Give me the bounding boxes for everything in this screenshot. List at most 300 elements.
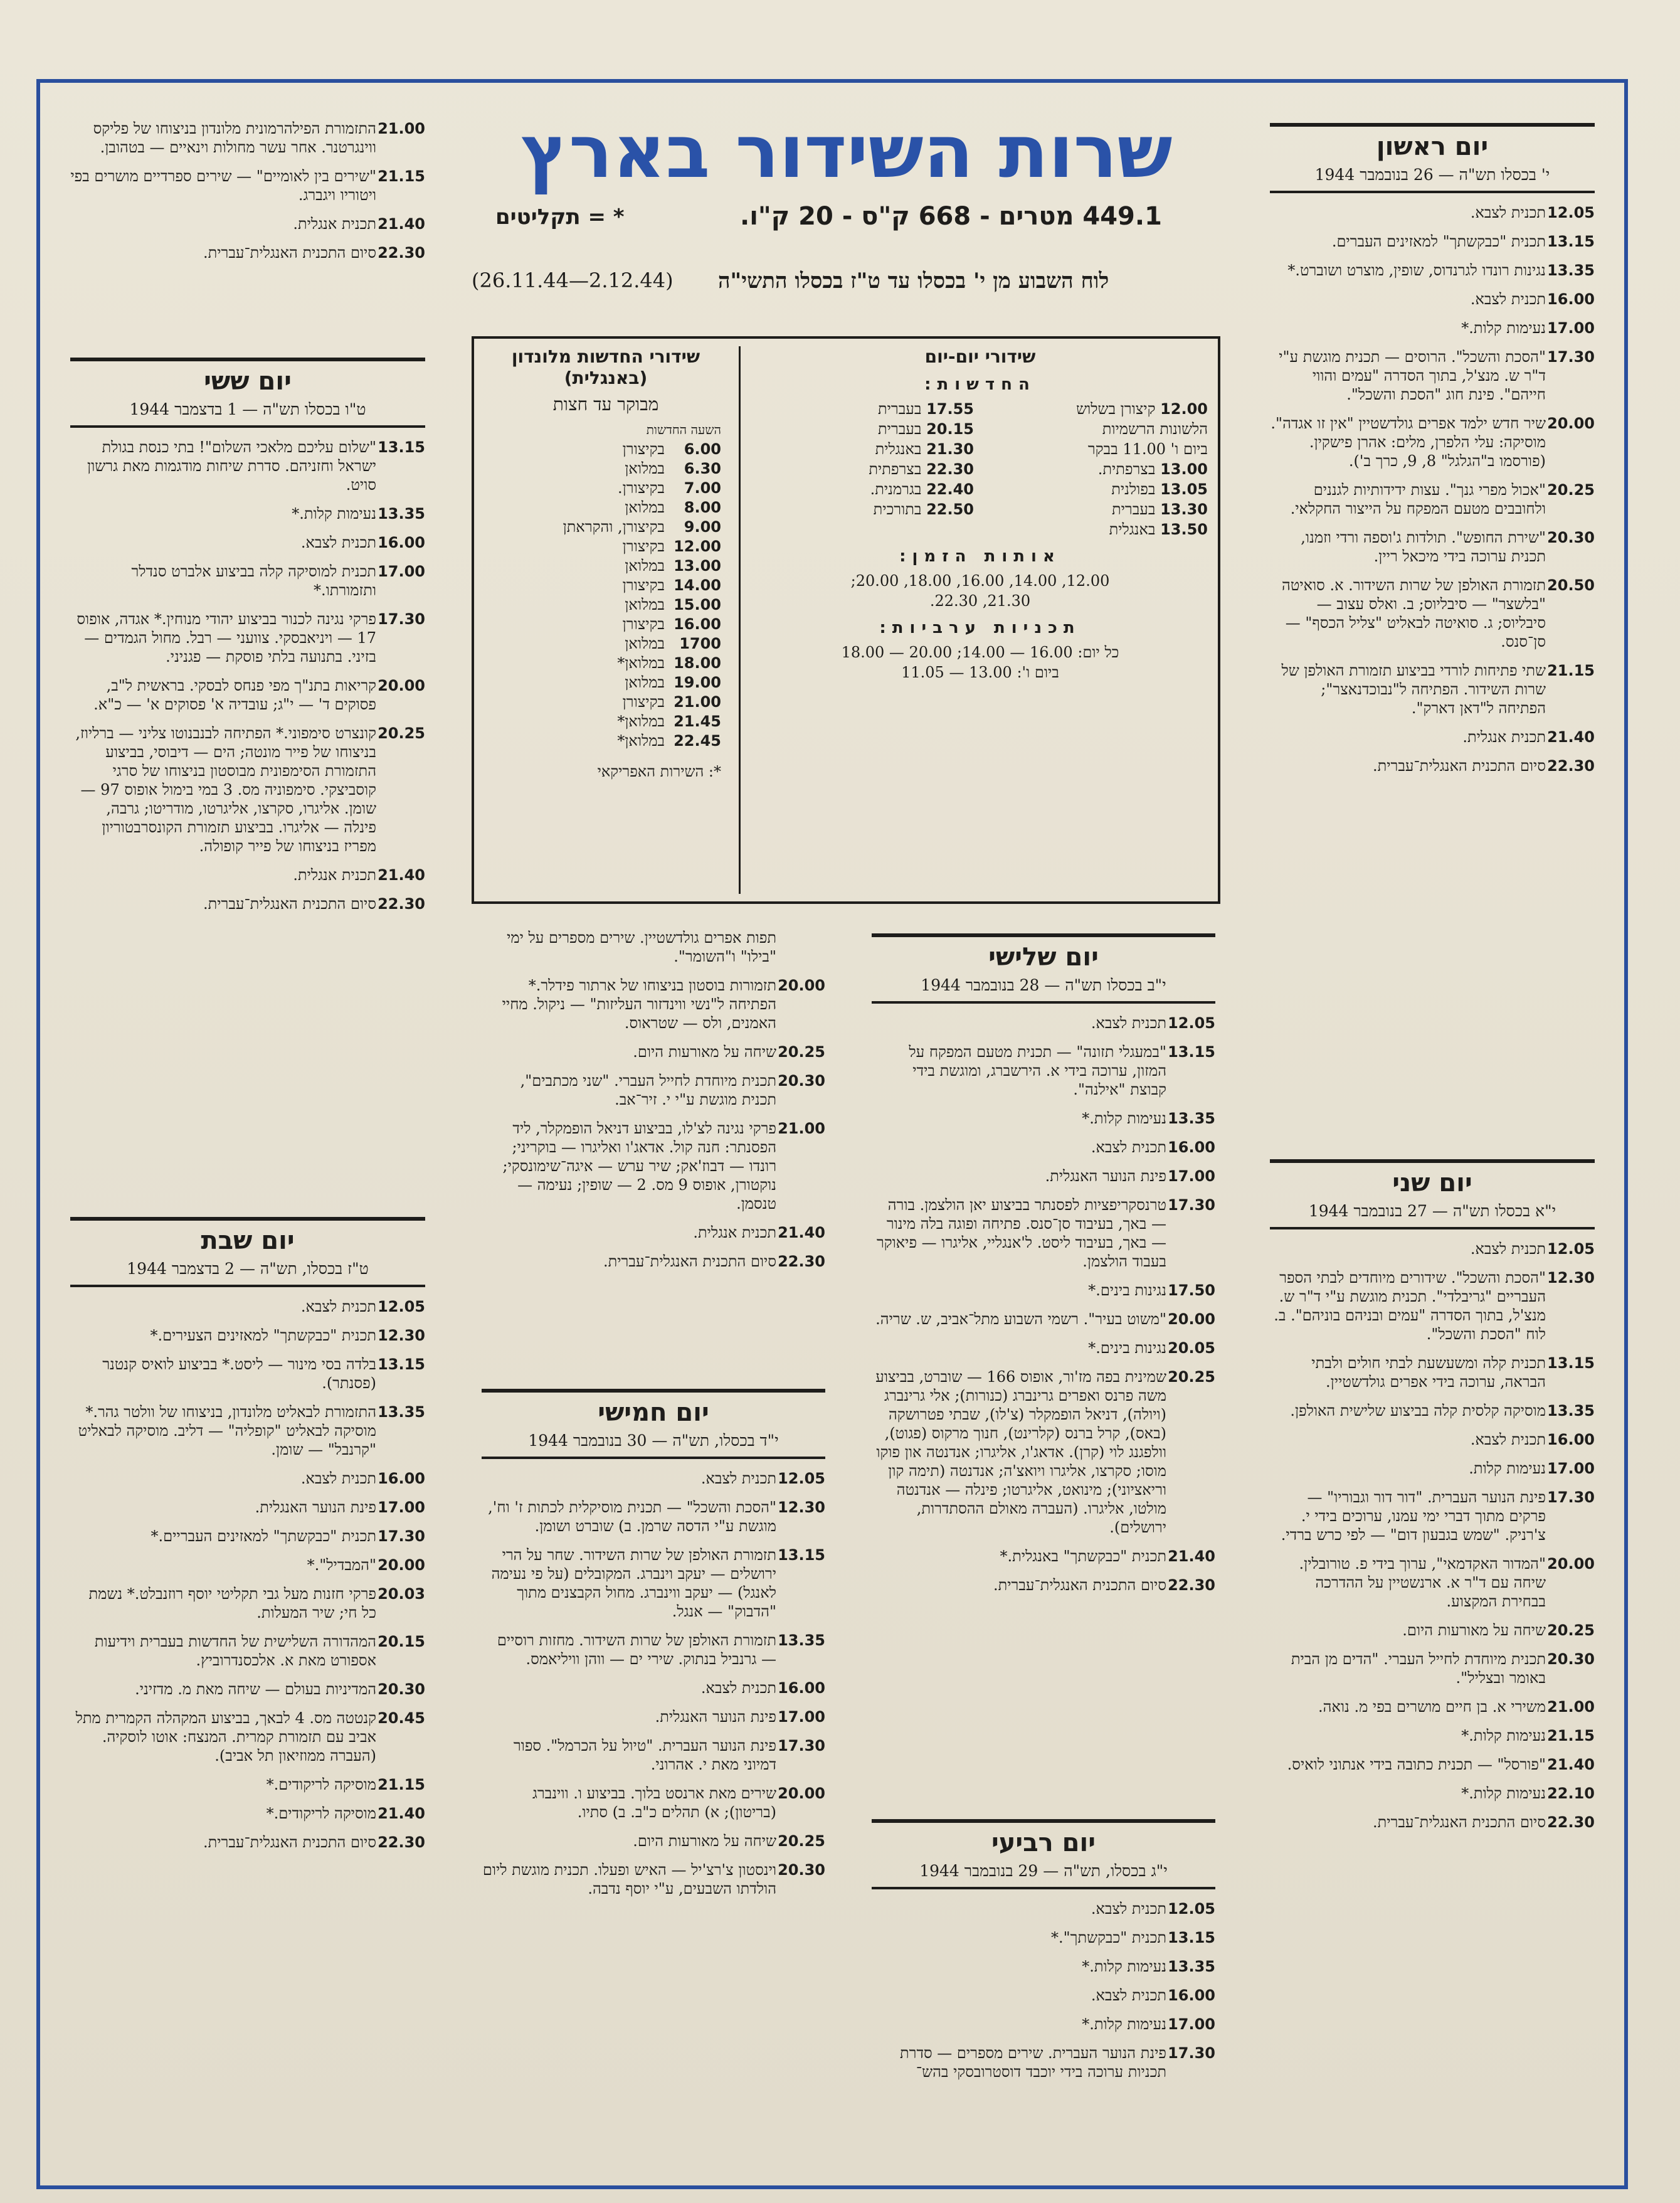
program-time: 17.00: [778, 1708, 825, 1726]
program-time: 20.30: [778, 1072, 825, 1090]
day-column-thursday: [482, 1389, 825, 2173]
program-item: [70, 894, 425, 913]
day-date: י"ב בכסלו תש"ה — 28 בנובמבר 1944: [872, 972, 1215, 1004]
program-item: [482, 1784, 825, 1822]
program-description: מוסיקה קלסית קלה בביצוע שלישית האולפן.: [1290, 1402, 1546, 1420]
day-column-saturday: [70, 1217, 425, 2170]
program-description: תכנית לצבא.: [300, 1298, 376, 1315]
program-description: נעימות קלות.*: [1461, 319, 1546, 337]
week-dates: (26.11.44—2.12.44): [472, 268, 674, 292]
program-description: בלדה בסי מינור — ליסט.* בביצוע לואיס קנטנר (פסנתר).: [102, 1356, 376, 1392]
program-item: [1270, 1554, 1595, 1611]
program-item: [1270, 1354, 1595, 1391]
program-time: 20.25: [1168, 1368, 1215, 1386]
program-time: 12.05: [778, 1470, 825, 1487]
program-time: 12.05: [1168, 1900, 1215, 1918]
program-description: תזמורת האולפן של שרות השידור. מחזות רוסיים — גרנביל בנתוק. שירי ים — ווהן וויליאמס.: [497, 1632, 776, 1668]
program-item: [872, 1109, 1215, 1128]
program-item: [1270, 756, 1595, 775]
program-description: התזמורת הפילהרמונית מלונדון בניצוחו של פליקס ווינגרטנר. אחר עשר מחולות וינאיים — בטהובן.: [93, 120, 376, 156]
program-description: "אכול מפרי גנך". עצות ידידותיות לגננים ולחובבים מטעם המפקח על הייצור החקלאי.: [1290, 481, 1546, 518]
london-format: בקיצורן: [622, 615, 665, 633]
day-date: י"ד בכסלו, תש"ה — 30 בנובמבר 1944: [482, 1428, 825, 1459]
day-heading: יום ראשון: [1270, 123, 1595, 162]
program-time: 21.15: [378, 167, 425, 185]
london-news-row: [490, 595, 721, 615]
london-time: 15.00: [674, 596, 721, 613]
news-time: 13.05: [1160, 480, 1208, 498]
daily-schedule-box: [472, 336, 1220, 904]
program-description: פרקי נגינה לכנור בביצוע יהודי מנוחין.* אגדה, אופוס 17 — ויניאבסקי. צוועני — רבל. מחול הגמדים — בזיני. בתנועה בלתי פוסקת — פגניני.: [77, 610, 376, 666]
program-description: שיחה על מאורעות היום.: [1402, 1622, 1546, 1639]
program-item: [1270, 1697, 1595, 1716]
news-language: קיצורן בשלוש: [1076, 400, 1156, 418]
news-time: 22.50: [926, 501, 974, 518]
london-format: בקיצורן, והקראתן: [563, 518, 665, 536]
program-time: 21.40: [378, 215, 425, 233]
time-signals-line: 12.00, 14.00, 16.00, 18.00, 20.00;: [850, 572, 1110, 590]
program-time: 16.00: [1168, 1139, 1215, 1156]
program-item: [70, 504, 425, 523]
program-time: 13.35: [778, 1632, 825, 1649]
program-time: 20.00: [1547, 415, 1595, 432]
london-time: 12.00: [674, 538, 721, 555]
day-column-wednesday: [872, 1819, 1215, 2170]
program-time: 20.05: [1168, 1339, 1215, 1357]
records-note: * = תקליטים: [495, 204, 625, 230]
london-time: 16.00: [674, 615, 721, 633]
program-description: מוסיקה לריקודים.*: [266, 1776, 376, 1793]
news-entry: [753, 519, 974, 539]
program-description: קריאות בתנ"ך מפי פנחס לבסקי. בראשית ל"ב, פסוקים ד' — י"ג; עובדיה א' פסוקים א' — כ"א.: [93, 677, 376, 713]
news-entry: [753, 419, 974, 439]
london-news-row: [490, 634, 721, 654]
london-format: במלואן*: [617, 713, 665, 730]
program-item: [1270, 1813, 1595, 1832]
program-item: [70, 119, 425, 157]
program-item: [70, 438, 425, 494]
program-description: תכנית מיוחדת לחייל העברי. "הדים מן הבית באומר ובצליל".: [1291, 1650, 1546, 1687]
program-time: 21.40: [1168, 1547, 1215, 1565]
program-description: תכנית "כבקשתך" למאזינים העברים.: [1331, 233, 1546, 250]
program-description: פינת הנוער האנגלית.: [1045, 1167, 1166, 1185]
program-item: [1270, 203, 1595, 222]
london-news-subtitle: מבוקר עד חצות: [552, 394, 659, 415]
program-time: 17.30: [378, 1527, 425, 1545]
london-format: במלואן: [625, 674, 665, 691]
program-time: 13.15: [1547, 1354, 1595, 1372]
program-time: 20.15: [378, 1633, 425, 1650]
program-description: "משוט בעיר". רשמי השבוע מתל־אביב, ש. שריה.: [875, 1310, 1166, 1328]
london-time: 14.00: [674, 576, 721, 594]
london-news-row: [490, 693, 721, 712]
london-time: 1700: [679, 635, 721, 652]
program-description: תזמורות בוסטון בניצוחו של ארתור פידלר.* הפתיחה ל"נשי ווינדזור העליזות" — ניקול. מחיי האמנים, ולס — שטראוס.: [502, 977, 776, 1032]
london-format: בקיצורן: [622, 440, 665, 458]
london-news-row: [490, 712, 721, 731]
program-description: תכנית לצבא.: [1470, 1431, 1546, 1448]
program-time: 22.30: [1547, 757, 1595, 775]
london-news-list: [474, 440, 737, 751]
program-time: 17.50: [1168, 1282, 1215, 1299]
program-description: "הסכת והשכל" — תכנית מוסיקלית לכתות ז' וח', מוגשת ע"י הדסה שרמן. ב) שוברט ושומן.: [488, 1499, 776, 1535]
program-description: "הסכת והשכל". הרוסים — תכנית מוגשת ע"י ד"ר ש. מנצ'ל, בתוך הסדרה "עמים והווי חייהם". פינת חוג "הסכת והשכל".: [1279, 348, 1546, 403]
london-format: במלואן: [625, 460, 665, 477]
program-item: [1270, 1268, 1595, 1344]
program-time: 17.30: [1168, 2044, 1215, 2062]
program-description: תזמורת האולפן של שרות השידור. שחר על הרי ירושלים — יעקב וינברג. המקובלים (על פי נעימה לאנגל) — יעקב ווינברג. מחול הקבצנים מתוך "הדבוק" — אנגל.: [491, 1546, 776, 1620]
program-item: [1270, 528, 1595, 566]
program-item: [482, 1832, 825, 1850]
program-description: סיום התכנית האנגלית־עברית.: [203, 895, 376, 913]
program-description: תכנית "כבקשתך".*: [1051, 1929, 1166, 1946]
day-heading: יום ששי: [70, 358, 425, 396]
arabic-programs-line: כל יום: 16.00 — 14.00; 20.00 — 18.00: [841, 644, 1119, 661]
program-item: [1270, 480, 1595, 518]
program-description: תכנית אנגלית.: [293, 215, 376, 233]
program-item: [1270, 1621, 1595, 1640]
news-grid: [742, 399, 1218, 539]
thursday-continued: [70, 119, 425, 345]
program-item: [1270, 1755, 1595, 1774]
program-item: [872, 1928, 1215, 1947]
program-time: 22.30: [378, 244, 425, 262]
program-description: סיום התכנית האנגלית־עברית.: [1373, 1813, 1546, 1831]
london-news-row: [490, 654, 721, 673]
program-time: 22.30: [378, 895, 425, 913]
program-description: תכנית לצבא.: [300, 1470, 376, 1487]
program-time: 21.00: [378, 120, 425, 137]
program-item: [482, 1071, 825, 1109]
program-time: 22.30: [1168, 1576, 1215, 1594]
daily-broadcasts-panel: [742, 339, 1218, 901]
time-signals-line: 21.30, 22.30.: [929, 592, 1031, 610]
program-item: [70, 866, 425, 884]
london-news-row: [490, 731, 721, 751]
program-time: 16.00: [1168, 1987, 1215, 2004]
program-time: 12.30: [1547, 1269, 1595, 1287]
program-time: 21.40: [1547, 728, 1595, 746]
program-item: [1270, 414, 1595, 470]
program-description: תכנית לצבא.: [1091, 1987, 1166, 2004]
program-description: תזמורת האולפן של שרות השידור. א. סואיטה "בלשצר" — סיבליוס; ב. ואלס עצוב — סיבליוס; ג. סואיטה לבאליט "צליל הכסף" — סן־סנס.: [1282, 576, 1546, 650]
day-date: ט"ז בכסלו, תש"ה — 2 בדצמבר 1944: [70, 1256, 425, 1287]
program-time: 20.00: [1168, 1310, 1215, 1328]
london-news-panel: [474, 339, 737, 901]
program-time: 20.30: [778, 1861, 825, 1879]
program-description: תכנית לצבא.: [700, 1679, 776, 1697]
program-item: [70, 1527, 425, 1546]
program-item: [70, 1804, 425, 1823]
program-time: 20.25: [778, 1832, 825, 1850]
program-time: 12.05: [1168, 1014, 1215, 1032]
program-time: 12.05: [1547, 1240, 1595, 1258]
program-item: [872, 1986, 1215, 2005]
program-item: [1270, 1430, 1595, 1449]
program-time: 22.30: [778, 1253, 825, 1270]
program-time: 16.00: [378, 534, 425, 551]
program-description: תכנית מיוחדת לחייל העברי. "שני מכתבים", תכנית מוגשת ע"י י. זיר־אב.: [520, 1072, 776, 1108]
news-entry: [753, 499, 974, 519]
program-time: 13.15: [778, 1546, 825, 1564]
program-time: 21.15: [1547, 1727, 1595, 1744]
program-item: [70, 1585, 425, 1622]
program-description: סיום התכנית האנגלית־עברית.: [203, 244, 376, 262]
program-description: נעימות קלות.*: [1461, 1727, 1546, 1744]
program-description: סיום התכנית האנגלית־עברית.: [993, 1576, 1166, 1594]
day-date: י"ג בכסלו, תש"ה — 29 בנובמבר 1944: [872, 1858, 1215, 1889]
news-language: באנגלית: [1109, 521, 1156, 538]
program-item: [872, 2044, 1215, 2081]
program-time: 13.15: [378, 438, 425, 456]
program-time: 20.25: [378, 725, 425, 742]
news-time: 13.50: [1160, 521, 1208, 538]
program-time: 21.40: [1547, 1756, 1595, 1773]
program-description: פינת הנוער העברית. "דור דור וגבוריו" — פרקים מתוך דברי ימי עמנו, ערוכים בידי י. צ'רניק. "שמש בגבעון דום" — לפי כרש ברדי.: [1281, 1489, 1546, 1544]
program-time: 20.00: [778, 977, 825, 994]
page-title: שרות השידור בארץ: [520, 110, 1173, 194]
news-entry: [986, 499, 1208, 519]
program-time: 22.30: [378, 1834, 425, 1851]
news-time: 13.30: [1160, 501, 1208, 518]
day-column-sunday: [1270, 123, 1595, 1127]
program-item: [872, 1043, 1215, 1099]
program-item: [70, 1775, 425, 1794]
program-time: 17.30: [778, 1737, 825, 1754]
program-description: המהדורה השלישית של החדשות בעברית וידיעות אספורט מאת א. אלכסנדרוביץ.: [94, 1633, 376, 1669]
program-time: 20.03: [378, 1585, 425, 1603]
london-time: 21.45: [674, 713, 721, 730]
day-heading: יום שלישי: [872, 933, 1215, 972]
program-description: קנטטה מס. 4 לבאך, בביצוע המקהלה הקמרית מתל אביב עם תזמורת קמרית. המנצח: אוטו לוסקיה. (העברה ממוזיאון תל אביב).: [75, 1709, 376, 1765]
news-entry: [986, 419, 1208, 439]
program-description: נעימות קלות.*: [1082, 2015, 1166, 2033]
program-time: 21.00: [778, 1120, 825, 1137]
program-item: [70, 1833, 425, 1852]
program-description: תכנית לצבא.: [1091, 1139, 1166, 1156]
program-description: תכנית אנגלית.: [1462, 728, 1546, 746]
week-line: לוח השבוע מן י' בכסלו עד ט"ז בכסלו התשי"ה: [718, 268, 1109, 294]
time-signals-label: אותות הזמן:: [899, 547, 1061, 566]
program-description: פינת הנוער העברית. "טיול על הכרמל". ספור דמיוני מאת י. אהרוני.: [513, 1737, 776, 1773]
program-item: [1270, 1459, 1595, 1478]
london-news-row: [490, 673, 721, 693]
day-date: י"א בכסלו תש"ה — 27 בנובמבר 1944: [1270, 1198, 1595, 1229]
program-item: [1270, 232, 1595, 251]
london-time: 8.00: [684, 499, 721, 516]
program-time: 13.35: [1547, 1402, 1595, 1420]
program-description: פרקי נגינה לצ'לו, בביצוע דניאל הופמקלר, ליד הפסנתר: חנה קול. אדאג'ו ואליגרו — בוקריני; רונדו — דבוז'אק; שיר ערש — איגה־שימונסקי; נוקטורן, אופוס 9 מס. 2 — שופין; נעימה — טנסמן.: [502, 1120, 776, 1213]
program-description: נעימות קלות.*: [1082, 1958, 1166, 1975]
program-time: 20.30: [378, 1680, 425, 1698]
program-time: 17.00: [378, 1499, 425, 1516]
program-description: תכנית לצבא.: [300, 534, 376, 551]
day-column-monday: [1270, 1159, 1595, 2119]
program-description: סיום התכנית האנגלית־עברית.: [1373, 757, 1546, 775]
program-item: [872, 2015, 1215, 2034]
program-description: נעימות קלות.: [1469, 1460, 1546, 1477]
program-description: שירים מאת ארנסט בלוך. בביצוע ו. ווינברג (בריטון); א) תהלים כ"ב. ב) סתיו.: [532, 1785, 776, 1821]
program-time: 21.40: [378, 866, 425, 884]
program-description: שתי פתיחות לורדי בביצוע תזמורת האולפן של שרות השידור. הפתיחה ל"נבוכדנאצר"; הפתיחה ל"דאן דארק".: [1281, 662, 1546, 717]
program-item: [872, 1138, 1215, 1157]
program-description: תכנית למוסיקה קלה בביצוע אלברט סנדלר ותזמורתו.*: [131, 563, 376, 599]
news-language: באנגלית: [875, 440, 922, 458]
program-time: 20.00: [778, 1785, 825, 1802]
program-item: [482, 1043, 825, 1061]
news-entry: [986, 399, 1208, 419]
program-description: תכנית לצבא.: [700, 1470, 776, 1487]
program-time: 16.00: [1547, 1431, 1595, 1448]
program-time: 17.00: [1168, 1167, 1215, 1185]
program-item: [70, 1355, 425, 1393]
program-time: 20.25: [778, 1043, 825, 1061]
program-item: [482, 1631, 825, 1669]
program-description: נגינות בינים.*: [1088, 1282, 1166, 1299]
london-time: 22.45: [674, 732, 721, 750]
london-time: 6.30: [684, 460, 721, 477]
program-item: [70, 562, 425, 600]
london-time: 9.00: [684, 518, 721, 536]
news-entry: [986, 439, 1208, 459]
program-item: [872, 1196, 1215, 1271]
program-item: [482, 1469, 825, 1488]
program-time: 21.40: [778, 1224, 825, 1241]
program-item: [70, 1326, 425, 1345]
news-language: ביום ו' 11.00 בבקר: [1087, 440, 1208, 458]
news-language: בעברית: [1112, 501, 1156, 518]
program-time: 13.15: [1168, 1929, 1215, 1946]
program-description: "פורסל" — תכנית כתובה בידי אנתוני לואיס.: [1287, 1756, 1546, 1773]
program-item: [1270, 1726, 1595, 1745]
program-time: 13.35: [1547, 262, 1595, 279]
program-description: שיחה על מאורעות היום.: [633, 1832, 776, 1850]
news-entry: [753, 479, 974, 499]
program-item: [1270, 1784, 1595, 1803]
london-news-row: [490, 498, 721, 518]
london-news-title: שידורי החדשות מלונדון (באנגלית): [511, 346, 700, 388]
london-news-row: [490, 537, 721, 556]
program-time: 21.40: [378, 1805, 425, 1822]
daily-broadcasts-title: שידורי יום-יום: [924, 346, 1036, 367]
program-item: [1270, 290, 1595, 309]
program-item: [1270, 728, 1595, 746]
news-language: בצרפתית.: [1097, 460, 1156, 478]
london-time: 13.00: [674, 557, 721, 575]
box-divider: [739, 346, 741, 894]
program-description: "המדור האקדמאי", ערוך בידי פ. טורובלין. שיחה עם ד"ר א. ארנשטיין על ההדרכה בבחירת המקצוע.: [1299, 1555, 1546, 1610]
london-time: 21.00: [674, 693, 721, 711]
program-description: סיום התכנית האנגלית־עברית.: [603, 1253, 776, 1270]
program-description: קונצרט סימפוני.* הפתיחה לבנבנוטו צליני — ברליוז, בניצוחו של פייר מונטה; הים — דיבוסי, בביצוע התזמורת הסימפונית מבוסטון בניצוחו של סרגי קוסביצקי. סימפוניה מס. 3 במי בימול אופוס 97 — שומן. אליגרו, סקרצו, אליגרטו, מודריטו; גרבה, פינלה — אליגרו. בביצוע תזמורת הקונסרבטוריון מפריז בניצוחו של פייר קופולה.: [75, 725, 376, 855]
program-description: תכנית "כבקשתך" באנגלית.*: [1000, 1547, 1166, 1565]
program-time: 17.30: [1547, 1489, 1595, 1506]
african-service-note: *: השירות האפריקאי: [597, 763, 721, 780]
program-time: 20.25: [1547, 1622, 1595, 1639]
program-item: [872, 1014, 1215, 1032]
london-news-row: [490, 556, 721, 576]
program-description: תכנית "כבקשתך" למאזינים הצעירים.*: [150, 1327, 376, 1344]
program-description: שמינית בפה מז'ור, אופוס 166 — שוברט, בביצוע משה פרנס ואפרים גרינברג (כנורות); אלי גרינברג (ויולה), דניאל הופמקלר (צ'לו), שבתי פטרושקה (באס), קרל ברנס (קלרינט), חנוך מרקוס (פגוט), וולפגנג לוי (קרן). אדאג'ו, אליגרו; אנדנטה און פוקו מוסו; סקרצו, אליגרו ויואצ'ה; אנדנטה (תימה קון וריאציוני); מינואט, אליגרטו; פינלה — אנדנטה מולטו, אליגרו. (העברה מאולם ההסתדרות, ירושלים).: [875, 1368, 1166, 1536]
program-time: 17.00: [378, 563, 425, 580]
program-item: [482, 1707, 825, 1726]
program-description: תכנית לצבא.: [1091, 1014, 1166, 1032]
program-time: 20.30: [1547, 529, 1595, 546]
program-time: 22.10: [1547, 1785, 1595, 1802]
london-format: במלואן: [625, 635, 665, 652]
news-language: בעברית: [878, 420, 922, 438]
program-description: תכנית לצבא.: [1470, 204, 1546, 221]
london-news-row: [490, 576, 721, 595]
program-description: סיום התכנית האנגלית־עברית.: [203, 1834, 376, 1851]
program-description: "שלום עליכם מלאכי השלום"! בתי כנסת בגולת ישראל וחזניהם. סדרת שיחות מודגמות מאת גרשון סויט.: [87, 438, 376, 494]
program-item: [872, 1957, 1215, 1976]
program-description: נגינות בינים.*: [1088, 1339, 1166, 1357]
news-entry: [986, 519, 1208, 539]
frequency-line: 449.1 מטרים - 668 ק"ס - 20 ק"ו.: [740, 202, 1162, 231]
program-item: [70, 1632, 425, 1670]
news-time: 17.55: [926, 400, 974, 418]
program-time: 20.00: [378, 1556, 425, 1574]
wednesday-continued: [482, 928, 825, 1367]
london-format: במלואן*: [617, 732, 665, 750]
news-language: בגרמנית.: [870, 480, 922, 498]
news-entry: [753, 439, 974, 459]
program-item: [70, 1709, 425, 1765]
program-description: נעימות קלות.*: [1082, 1110, 1166, 1127]
program-item: [1270, 576, 1595, 651]
program-time: 12.30: [778, 1499, 825, 1516]
program-item: [872, 1339, 1215, 1357]
london-news-row: [490, 518, 721, 537]
program-item: [482, 1736, 825, 1774]
program-item: [1270, 1401, 1595, 1420]
program-time: 17.30: [378, 610, 425, 628]
program-item: [482, 1223, 825, 1242]
news-time: 13.00: [1160, 460, 1208, 478]
london-format: במלואן: [625, 596, 665, 613]
program-item: [70, 1297, 425, 1316]
program-time: 17.30: [1547, 348, 1595, 366]
program-item: [1270, 661, 1595, 718]
program-time: 20.50: [1547, 576, 1595, 594]
program-item: [482, 1546, 825, 1621]
news-language: בעברית: [878, 400, 922, 418]
program-item: [1270, 261, 1595, 280]
day-heading: יום שבת: [70, 1217, 425, 1256]
program-item: [70, 676, 425, 714]
program-time: 13.35: [1168, 1110, 1215, 1127]
program-time: 12.30: [378, 1327, 425, 1344]
day-column-friday: [70, 358, 425, 1204]
program-item: [1270, 1650, 1595, 1687]
london-time: 19.00: [674, 674, 721, 691]
program-time: 16.00: [778, 1679, 825, 1697]
program-time: 13.15: [1547, 233, 1595, 250]
news-label: החדשות:: [924, 375, 1036, 394]
program-item: [70, 1403, 425, 1459]
program-item: [70, 1469, 425, 1488]
program-time: 21.00: [1547, 1698, 1595, 1716]
day-heading: יום רביעי: [872, 1819, 1215, 1858]
program-item: [1270, 1240, 1595, 1258]
program-description: משירי א. בן חיים מושרים בפי מ. נואה.: [1318, 1698, 1546, 1716]
london-time: 7.00: [684, 479, 721, 497]
london-format: בקיצורן: [622, 576, 665, 594]
program-time: 13.35: [378, 505, 425, 523]
program-description: "שירת החופש". תולדות ג'וספה ורדי וזמנו, תכנית ערוכה בידי מיכאל ריין.: [1301, 529, 1546, 565]
program-item: [872, 1547, 1215, 1566]
